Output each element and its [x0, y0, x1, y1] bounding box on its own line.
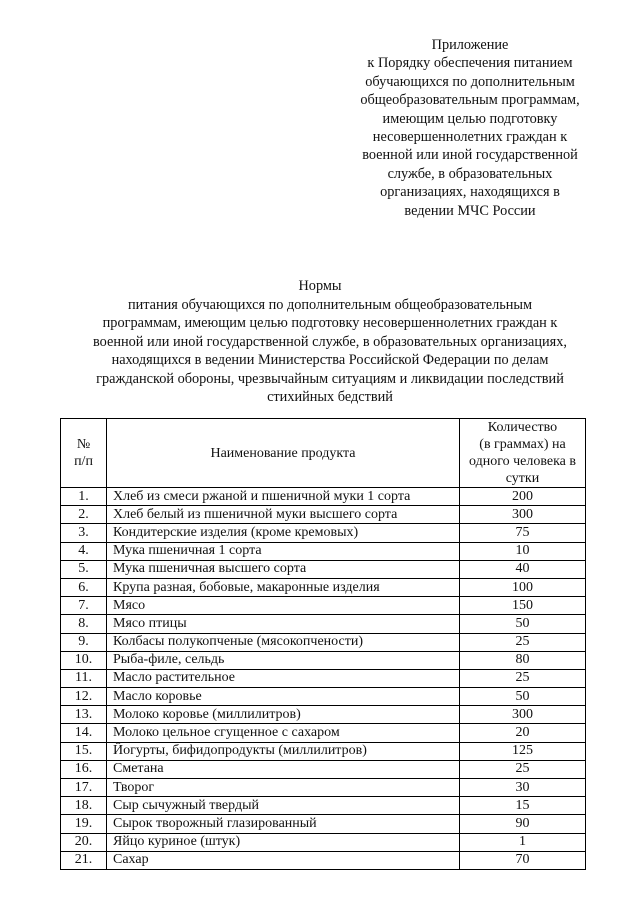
row-quantity: 15	[460, 797, 586, 815]
row-number: 4.	[61, 542, 107, 560]
header-qty-line: одного человека в	[468, 454, 576, 469]
table-row	[61, 578, 586, 596]
row-quantity: 300	[460, 506, 586, 524]
row-quantity: 30	[460, 779, 586, 797]
appendix-line: к Порядку обеспечения питанием	[367, 55, 573, 72]
header-qty	[460, 419, 586, 488]
norms-subtitle-line: военной или иной государственной службе, в образовательных организациях,	[93, 333, 567, 350]
row-number: 5.	[61, 560, 107, 578]
appendix-block	[340, 36, 600, 220]
row-number: 7.	[61, 597, 107, 615]
norms-subtitle	[70, 296, 590, 406]
row-number: 15.	[61, 742, 107, 760]
row-product-name: Кондитерские изделия (кроме кремовых)	[107, 524, 460, 542]
table-row	[61, 615, 586, 633]
row-number: 21.	[61, 851, 107, 869]
row-quantity: 10	[460, 542, 586, 560]
header-num-line: №	[76, 437, 91, 452]
norms-subtitle-line: стихийных бедствий	[267, 389, 393, 406]
row-number: 11.	[61, 669, 107, 687]
table-row	[61, 506, 586, 524]
table-row	[61, 779, 586, 797]
row-product-name: Мука пшеничная высшего сорта	[107, 560, 460, 578]
norms-title: Нормы	[298, 278, 342, 294]
row-quantity: 50	[460, 615, 586, 633]
table-row	[61, 815, 586, 833]
row-product-name: Сметана	[107, 760, 460, 778]
row-quantity: 50	[460, 688, 586, 706]
row-number: 3.	[61, 524, 107, 542]
row-product-name: Хлеб белый из пшеничной муки высшего сорта	[107, 506, 460, 524]
table-row	[61, 760, 586, 778]
row-product-name: Мука пшеничная 1 сорта	[107, 542, 460, 560]
row-number: 12.	[61, 688, 107, 706]
row-product-name: Йогурты, бифидопродукты (миллилитров)	[107, 742, 460, 760]
norms-table	[60, 418, 586, 870]
row-number: 14.	[61, 724, 107, 742]
row-product-name: Мясо	[107, 597, 460, 615]
table-row	[61, 542, 586, 560]
table-row	[61, 488, 586, 506]
row-product-name: Масло растительное	[107, 669, 460, 687]
norms-subtitle-line: находящихся в ведении Министерства Российской Федерации по делам	[111, 352, 549, 369]
row-number: 19.	[61, 815, 107, 833]
row-number: 8.	[61, 615, 107, 633]
table-row	[61, 851, 586, 869]
row-product-name: Колбасы полукопченые (мясокопчености)	[107, 633, 460, 651]
row-number: 17.	[61, 779, 107, 797]
row-quantity: 75	[460, 524, 586, 542]
appendix-line: Приложение	[431, 37, 509, 53]
row-product-name: Творог	[107, 779, 460, 797]
norms-subtitle-line: программам, имеющим целью подготовку несовершеннолетних граждан к	[102, 315, 558, 332]
row-product-name: Мясо птицы	[107, 615, 460, 633]
row-product-name: Сырок творожный глазированный	[107, 815, 460, 833]
appendix-line: военной или иной государственной	[362, 147, 578, 164]
row-quantity: 25	[460, 669, 586, 687]
header-name: Наименование продукта	[107, 419, 460, 488]
row-number: 18.	[61, 797, 107, 815]
table-row	[61, 797, 586, 815]
row-product-name: Молоко коровье (миллилитров)	[107, 706, 460, 724]
row-quantity: 300	[460, 706, 586, 724]
table-row	[61, 560, 586, 578]
row-quantity: 100	[460, 578, 586, 596]
row-product-name: Масло коровье	[107, 688, 460, 706]
header-num-line: п/п	[74, 454, 93, 469]
table-row	[61, 688, 586, 706]
table-row	[61, 706, 586, 724]
table-row	[61, 742, 586, 760]
row-quantity: 1	[460, 833, 586, 851]
norms-subtitle-line: гражданской обороны, чрезвычайным ситуациям и ликвидации последствий	[96, 370, 564, 387]
row-number: 9.	[61, 633, 107, 651]
header-qty-line: (в граммах) на	[479, 437, 566, 452]
row-number: 1.	[61, 488, 107, 506]
row-quantity: 90	[460, 815, 586, 833]
row-product-name: Сыр сычужный твердый	[107, 797, 460, 815]
header-qty-line: сутки	[505, 471, 540, 486]
row-product-name: Яйцо куриное (штук)	[107, 833, 460, 851]
table-row	[61, 724, 586, 742]
row-number: 16.	[61, 760, 107, 778]
row-quantity: 40	[460, 560, 586, 578]
table-row	[61, 524, 586, 542]
row-number: 6.	[61, 578, 107, 596]
row-number: 2.	[61, 506, 107, 524]
appendix-line: организациях, находящихся в	[380, 184, 560, 201]
row-number: 10.	[61, 651, 107, 669]
appendix-line: ведении МЧС России	[404, 202, 536, 219]
row-quantity: 200	[460, 488, 586, 506]
row-product-name: Крупа разная, бобовые, макаронные изделия	[107, 578, 460, 596]
row-number: 20.	[61, 833, 107, 851]
row-product-name: Молоко цельное сгущенное с сахаром	[107, 724, 460, 742]
norms-subtitle-line: питания обучающихся по дополнительным общеобразовательным	[127, 297, 533, 313]
appendix-line: общеобразовательным программам,	[360, 92, 580, 109]
table-body	[61, 488, 586, 870]
appendix-line: несовершеннолетних граждан к	[372, 129, 568, 146]
row-quantity: 80	[460, 651, 586, 669]
table-row	[61, 651, 586, 669]
row-quantity: 20	[460, 724, 586, 742]
table-row	[61, 597, 586, 615]
row-quantity: 150	[460, 597, 586, 615]
table-row	[61, 669, 586, 687]
appendix-line: службе, в образовательных	[387, 165, 553, 182]
row-quantity: 25	[460, 760, 586, 778]
row-product-name: Сахар	[107, 851, 460, 869]
table-row	[61, 833, 586, 851]
row-product-name: Хлеб из смеси ржаной и пшеничной муки 1 сорта	[107, 488, 460, 506]
appendix-line: обучающихся по дополнительным	[365, 73, 575, 90]
row-number: 13.	[61, 706, 107, 724]
table-header-row	[61, 419, 586, 488]
row-product-name: Рыба-филе, сельдь	[107, 651, 460, 669]
table-row	[61, 633, 586, 651]
header-qty-line: Количество	[487, 420, 558, 435]
row-quantity: 25	[460, 633, 586, 651]
row-quantity: 125	[460, 742, 586, 760]
row-quantity: 70	[460, 851, 586, 869]
appendix-line: имеющим целью подготовку	[382, 110, 558, 127]
header-num	[61, 419, 107, 488]
